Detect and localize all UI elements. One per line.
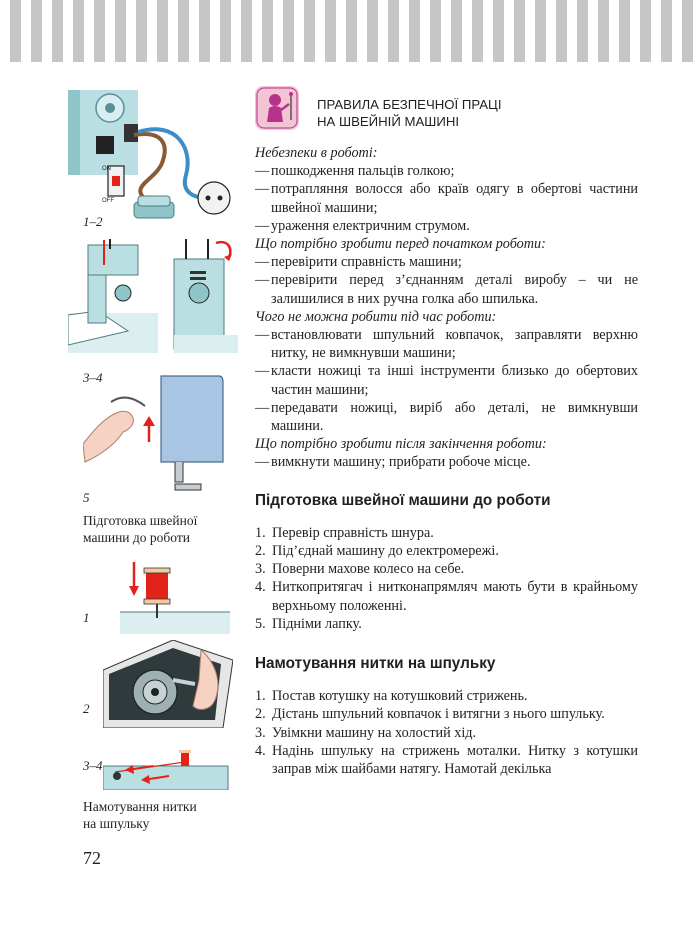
- figure-label: 3–4: [83, 370, 103, 385]
- list-item: — перевірити перед з’єднанням деталі виробу – чи не залишилися в них ручна голка або шпилька.: [255, 272, 638, 307]
- figure-label: 1: [83, 610, 90, 625]
- list-item: 3. Поверни махове колесо на себе.: [255, 561, 465, 578]
- list-item: — потрапляння волосся або країв одягу в обертові частини швейної машини;: [255, 181, 638, 216]
- list-item: — вимкнути машину; прибрати робоче місце.: [255, 454, 531, 471]
- figure-label: 2: [83, 701, 90, 716]
- figure-power-cord: [68, 90, 238, 230]
- page-number: 72: [83, 848, 101, 868]
- list-item: 2. Під’єднай машину до електромережі.: [255, 543, 499, 560]
- illustration-column: [0, 0, 250, 926]
- list-item: 1. Постав котушку на котушковий стрижень.: [255, 688, 528, 705]
- svg-text:OFF: OFF: [102, 198, 114, 204]
- safety-rules-header: [255, 86, 638, 130]
- figure-machine-heads: [68, 235, 238, 355]
- figure-label: 1–2: [83, 214, 103, 229]
- figure-label: 5: [83, 490, 90, 505]
- list-item: 3. Увімкни машину на холостий хід.: [255, 724, 477, 741]
- list-item: 4. Надінь шпульку на стрижень моталки. Нитку з котушки заправ між шайбами натягу. Намотай декілька: [255, 742, 638, 778]
- text-column: [255, 86, 638, 778]
- figure-bobbin-case: [103, 640, 233, 728]
- list-item: 4. Ниткопритягач і нитконапрямляч мають бути в крайньому верхньому положенні.: [255, 579, 638, 614]
- list-item: — ураження електричним струмом.: [255, 217, 470, 234]
- safety-warning-icon: [255, 86, 299, 130]
- figure-presser-foot: [83, 372, 233, 502]
- figure-caption: Підготовка швейної машини до роботи: [83, 513, 198, 545]
- figure-spool-pin: [120, 554, 230, 634]
- before-work-heading: Що потрібно зробити перед початком роботи:: [255, 236, 546, 253]
- safety-rules-title: ПРАВИЛА БЕЗПЕЧНОЇ ПРАЦІ НА ШВЕЙНІЙ МАШИНІ: [317, 97, 502, 129]
- list-item: 5. Підніми лапку.: [255, 615, 362, 632]
- figure-label: 3–4: [83, 758, 103, 773]
- list-item: — перевірити справність машини;: [255, 254, 462, 271]
- dangers-heading: Небезпеки в роботі:: [255, 145, 378, 161]
- list-item: 2. Дістань шпульний ковпачок і витягни з нього шпульку.: [255, 706, 605, 723]
- figure-caption: Намотування нитки на шпульку: [83, 799, 197, 831]
- section-heading-bobbin-winding: Намотування нитки на шпульку: [255, 655, 496, 673]
- list-item: — пошкодження пальців голкою;: [255, 163, 455, 180]
- list-item: 1. Перевір справність шнура.: [255, 524, 434, 541]
- list-item: — класти ножиці та інші інструменти близько до обертових частин машини;: [255, 363, 638, 398]
- section-heading-preparation: Підготовка швейної машини до роботи: [255, 491, 551, 509]
- figure-bobbin-winder: [103, 748, 233, 790]
- list-item: — передавати ножиці, виріб або деталі, не вимкнувши машини.: [255, 399, 638, 435]
- list-item: — встановлювати шпульний ковпачок, заправляти верхню нитку, не вимкнувши машини;: [255, 327, 638, 362]
- during-work-heading: Чого не можна робити під час роботи:: [255, 308, 497, 325]
- after-work-heading: Що потрібно зробити після закінчення роботи:: [255, 436, 547, 453]
- svg-text:ON: ON: [102, 166, 111, 172]
